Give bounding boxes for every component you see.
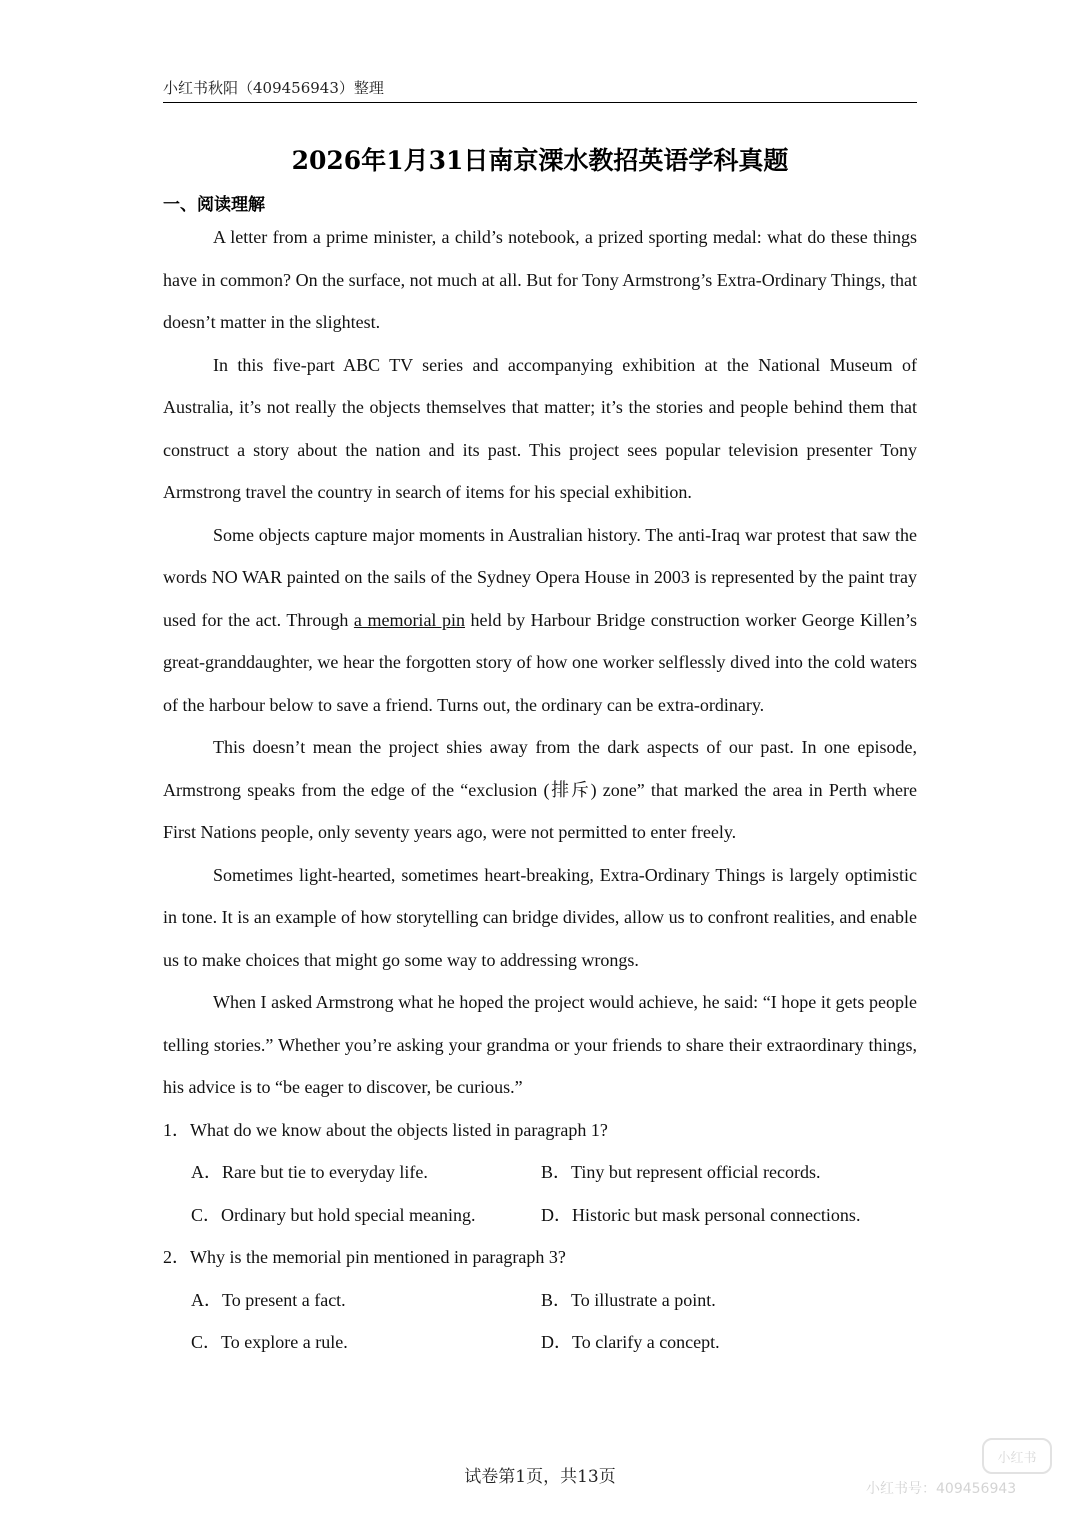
watermark-text: 小红书号：409456943 bbox=[866, 1481, 1017, 1497]
page-footer: 试卷第1页，共13页 bbox=[464, 1467, 616, 1487]
question-1-option-a: A．Rare but tie to everyday life. bbox=[191, 1162, 428, 1182]
section-heading: 一、阅读理解 bbox=[163, 195, 265, 215]
paragraph-2: In this five-part ABC TV series and accompanying exhibition at the National Museum of Australia, it’s not really the objects themselves that matter; it’s the stories and people behind them that construct a story about the nation and its past. This project sees popular television presenter Tony Armstrong travel the country in search of items for his special exhibition. bbox=[163, 354, 917, 502]
paragraph-3-text-a: Some objects capture major moments in Australian history. The anti-Iraq war protest that saw the words NO WAR painted on the sails of the Sydney Opera House in 2003 is represented by the paint tray used for the act. Through bbox=[163, 524, 917, 630]
paragraph-4: This doesn’t mean the project shies away from the dark aspects of our past. In one episode, Armstrong speaks from the edge of the “exclusion (排斥) zone” that marked the area in Perth where First Nations people, only seventy years ago, were not permitted to enter freely. bbox=[163, 737, 917, 842]
watermark-logo: 小红书 bbox=[982, 1438, 1052, 1474]
question-2-option-c: C．To explore a rule. bbox=[191, 1332, 348, 1352]
question-1-option-d: D．Historic but mask personal connections. bbox=[541, 1204, 861, 1225]
question-2-option-b: B．To illustrate a point. bbox=[541, 1289, 716, 1310]
paragraph-3-text-b: held by Harbour Bridge construction worker George Killen’s great-granddaughter, we hear the forgotten story of how one worker selflessly dived into the cold waters of the harbour below to save a friend. Turns out, the ordinary can be extra-ordinary. bbox=[163, 609, 918, 715]
question-1-stem: 1．What do we know about the objects listed in paragraph 1? bbox=[163, 1119, 608, 1140]
question-2-stem: 2．Why is the memorial pin mentioned in paragraph 3? bbox=[163, 1247, 566, 1267]
reading-passage bbox=[163, 216, 917, 1364]
question-2-option-a: A．To present a fact. bbox=[191, 1289, 346, 1310]
paragraph-5: Sometimes light-hearted, sometimes heart-breaking, Extra-Ordinary Things is largely optimistic in tone. It is an example of how storytelling can bridge divides, allow us to confront realities, and enable us to make choices that might go some way to addressing wrongs. bbox=[163, 864, 917, 970]
paragraph-3 bbox=[163, 514, 917, 727]
underlined-phrase: a memorial pin bbox=[353, 609, 465, 630]
exam-title: 2026年1月31日南京溧水教招英语学科真题 bbox=[291, 146, 789, 175]
paragraph-6: When I asked Armstrong what he hoped the project would achieve, he said: “I hope it gets people telling stories.” Whether you’re asking your grandma or your friends to share their extraordinary things, his advice is to “be eager to discover, be curious.” bbox=[163, 992, 917, 1097]
question-1-options bbox=[163, 1151, 917, 1236]
question-1-option-c: C．Ordinary but hold special meaning. bbox=[191, 1204, 476, 1225]
question-2-option-d: D．To clarify a concept. bbox=[541, 1332, 720, 1352]
question-2-options bbox=[163, 1279, 917, 1364]
page-header: 小红书秋阳（409456943）整理 bbox=[163, 77, 917, 103]
question-1-option-b: B．Tiny but represent official records. bbox=[541, 1162, 821, 1182]
paragraph-1: A letter from a prime minister, a child’s notebook, a prized sporting medal: what do these things have in common? On the surface, not much at all. But for Tony Armstrong’s Extra-Ordinary Things, that doesn’t matter in the slightest. bbox=[163, 227, 917, 332]
